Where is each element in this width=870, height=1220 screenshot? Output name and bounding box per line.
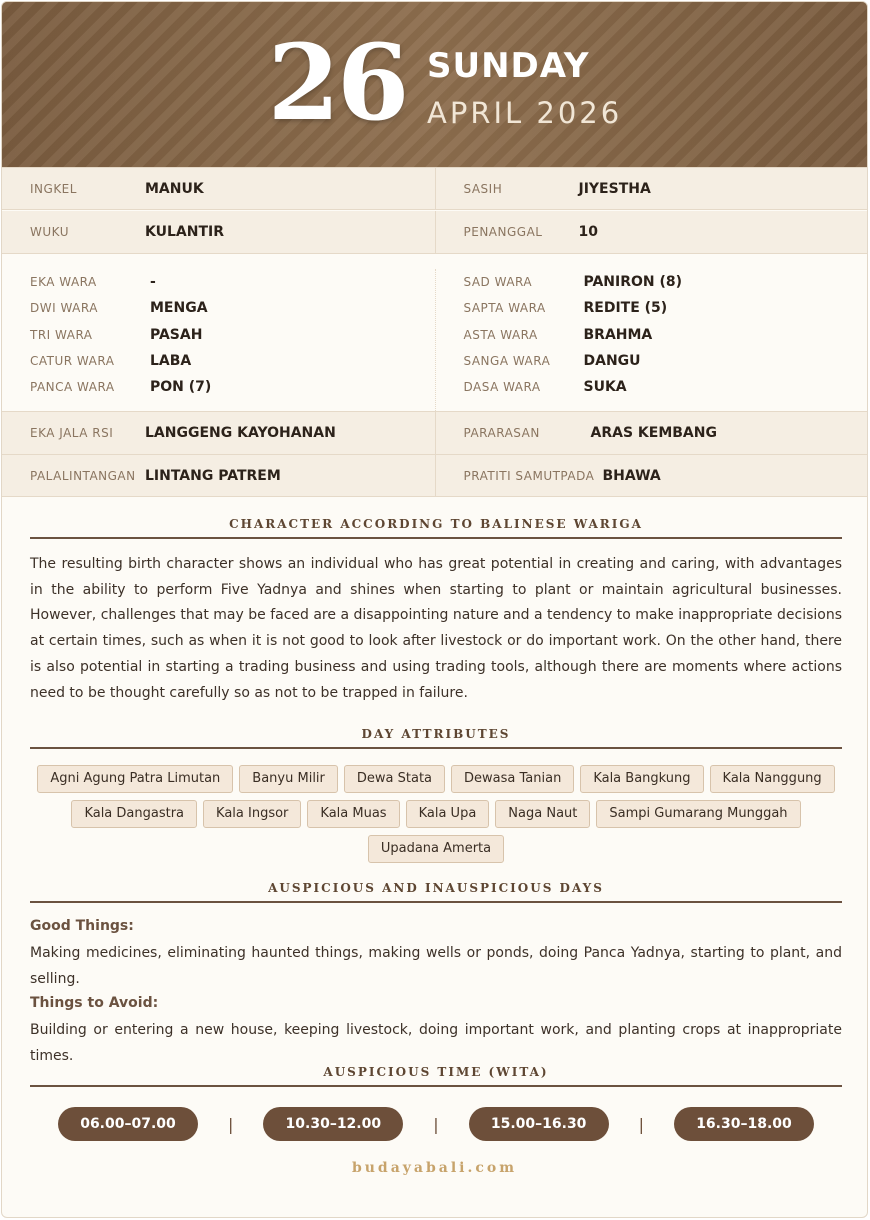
time-slots [30, 1107, 842, 1141]
attribute-tag: Naga Naut [495, 800, 590, 828]
time-slot: 15.00–16.30 [469, 1107, 609, 1141]
info-label: SASIH [463, 181, 503, 196]
info-value: LINTANG PATREM [145, 467, 281, 484]
wara-label: PANCA WARA [30, 380, 115, 395]
wara-label: SAD WARA [463, 275, 533, 290]
wara-column-left [2, 269, 435, 411]
wara-label: DWI WARA [30, 301, 98, 316]
info-value: MANUK [145, 180, 204, 197]
wara-row [30, 322, 435, 348]
info-label: PRATITI SAMUTPADA [463, 468, 595, 483]
wara-value: PASAH [150, 326, 203, 343]
info-row-ingkel [2, 167, 867, 210]
attribute-tag: Upadana Amerta [368, 835, 504, 863]
info-row-wuku [2, 211, 867, 254]
wara-row [30, 295, 435, 321]
weekday: SUNDAY [427, 46, 590, 86]
info-cell [435, 455, 868, 496]
attribute-tag: Sampi Gumarang Munggah [596, 800, 800, 828]
time-slot: 06.00–07.00 [58, 1107, 198, 1141]
wara-label: ASTA WARA [463, 327, 538, 342]
info-value: KULANTIR [145, 224, 224, 240]
wara-value: - [150, 274, 156, 291]
wara-value: REDITE (5) [583, 300, 668, 317]
info-label: WUKU [30, 225, 69, 239]
info-row-palalintangan [2, 455, 867, 497]
time-slot: 16.30–18.00 [674, 1107, 814, 1141]
attribute-tag: Kala Upa [406, 800, 490, 828]
info-label: PARARASAN [463, 426, 540, 440]
info-label: EKA JALA RSI [30, 426, 114, 440]
date-header [2, 2, 867, 167]
info-value: JIYESTHA [578, 180, 651, 197]
wara-label: DASA WARA [463, 380, 541, 395]
attribute-tag: Agni Agung Patra Limutan [37, 765, 233, 793]
wara-value: BRAHMA [583, 326, 653, 343]
attribute-tags [30, 765, 842, 863]
wara-value: SUKA [583, 379, 627, 396]
wara-label: CATUR WARA [30, 354, 115, 369]
things-to-avoid-label: Things to Avoid: [30, 995, 159, 1011]
info-label: PALALINTANGAN [30, 468, 136, 483]
attribute-tag: Kala Nanggung [710, 765, 835, 793]
day-number: 26 [267, 21, 407, 144]
wara-label: TRI WARA [30, 327, 93, 342]
wara-row [464, 295, 868, 321]
wara-column-right [435, 269, 868, 411]
time-slot: 10.30–12.00 [263, 1107, 403, 1141]
attribute-tag: Kala Bangkung [580, 765, 703, 793]
character-section-title: CHARACTER ACCORDING TO BALINESE WARIGA [30, 517, 842, 539]
calendar-card [1, 1, 868, 1218]
wara-value: MENGA [150, 300, 208, 317]
info-value: LANGGENG KAYOHANAN [145, 425, 336, 441]
wara-row [30, 374, 435, 400]
info-cell [435, 168, 868, 209]
info-value: 10 [578, 224, 598, 240]
wara-row [464, 269, 868, 295]
time-separator: | [638, 1114, 645, 1134]
info-value: ARAS KEMBANG [590, 425, 717, 441]
info-cell [2, 455, 435, 496]
info-label: INGKEL [30, 181, 77, 196]
wara-row [30, 269, 435, 295]
info-cell [435, 412, 868, 454]
info-cell [2, 168, 435, 209]
info-cell [2, 412, 435, 454]
attribute-tag: Kala Dangastra [71, 800, 197, 828]
things-to-avoid-text: Building or entering a new house, keeping livestock, doing important work, and planting crops at inappropriate times. [30, 1022, 842, 1064]
wara-value: LABA [150, 353, 192, 370]
info-row-eka-jala-rsi [2, 412, 867, 455]
attribute-tag: Dewasa Tanian [451, 765, 574, 793]
time-separator: | [227, 1114, 234, 1134]
character-text: The resulting birth character shows an individual who has great potential in creating and caring, with advantages in the ability to perform Five Yadnya and shines when starting to plant or maintain agricultural businesses. However, challenges that may be faced are a disappointing nature and a tendency to make inappropriate decisions at certain times, such as when it is not good to look after livestock or do important work. On the other hand, there is also potential in starting a trading business and using trading tools, although there are moments where actions need to be thought carefully so as not to be trapped in failure. [30, 556, 842, 701]
attribute-tag: Banyu Milir [239, 765, 338, 793]
wara-row [464, 322, 868, 348]
attribute-tag: Kala Muas [307, 800, 399, 828]
wara-row [30, 348, 435, 374]
site-footer[interactable]: budayabali.com [351, 1160, 518, 1176]
info-label: PENANGGAL [463, 225, 543, 239]
wara-label: SANGA WARA [463, 354, 551, 369]
wara-row [464, 348, 868, 374]
wara-value: DANGU [583, 353, 641, 370]
good-things-text: Making medicines, eliminating haunted things, making wells or ponds, doing Panca Yadnya, starting to plant, and selling. [30, 945, 842, 987]
attribute-tag: Dewa Stata [344, 765, 445, 793]
attribute-tag: Kala Ingsor [203, 800, 301, 828]
attributes-section-title: DAY ATTRIBUTES [30, 727, 842, 749]
time-separator: | [433, 1114, 439, 1134]
time-section-title: AUSPICIOUS TIME (WITA) [30, 1065, 842, 1087]
info-cell [2, 211, 435, 253]
wara-table [2, 254, 867, 412]
days-section-title: AUSPICIOUS AND INAUSPICIOUS DAYS [30, 881, 842, 903]
wara-row [464, 374, 868, 400]
month-year: APRIL 2026 [427, 96, 623, 130]
wara-value: PANIRON (8) [583, 274, 683, 291]
wara-value: PON (7) [150, 379, 212, 396]
good-things-label: Good Things: [30, 918, 134, 934]
wara-label: SAPTA WARA [463, 301, 546, 316]
info-value: BHAWA [602, 467, 661, 484]
wara-label: EKA WARA [30, 275, 97, 290]
info-cell [435, 211, 868, 253]
